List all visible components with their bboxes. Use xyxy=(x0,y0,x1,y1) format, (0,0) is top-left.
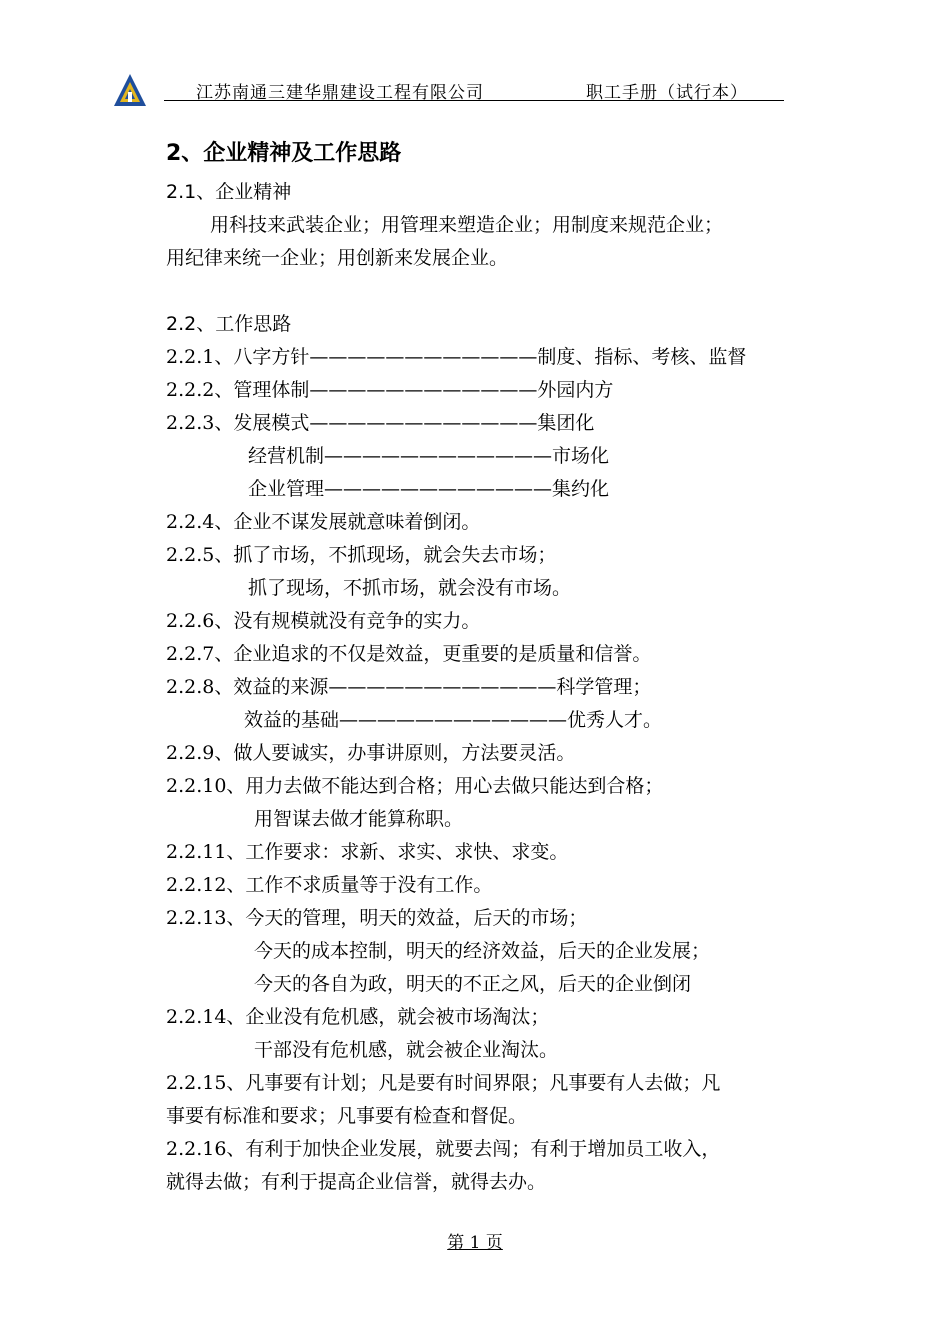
paragraph-line: 用科技来武装企业；用管理来塑造企业；用制度来规范企业； xyxy=(210,214,724,236)
list-item-continuation: 事要有标准和要求；凡事要有检查和督促。 xyxy=(166,1105,528,1127)
list-item: 2.2.13、今天的管理，明天的效益，后天的市场； xyxy=(166,907,588,929)
list-item-continuation: 今天的各自为政，明天的不正之风，后天的企业倒闭 xyxy=(254,973,692,995)
list-item-continuation: 效益的基础————————————优秀人才。 xyxy=(244,709,663,731)
work-principles-list xyxy=(166,341,790,1199)
list-item: 2.2.6、没有规模就没有竞争的实力。 xyxy=(166,610,481,632)
document-body xyxy=(166,136,790,1199)
header-rule xyxy=(164,100,784,101)
header-manual-title: 职工手册（试行本） xyxy=(586,83,748,103)
company-logo-icon xyxy=(112,72,148,108)
list-item-continuation: 抓了现场，不抓市场，就会没有市场。 xyxy=(248,577,572,599)
list-item-continuation: 就得去做；有利于提高企业信誉，就得去办。 xyxy=(166,1171,547,1193)
page-footer xyxy=(0,1228,950,1253)
subsection-title-2-2: 2.2、工作思路 xyxy=(166,313,292,335)
list-item: 2.2.10、用力去做不能达到合格；用心去做只能达到合格； xyxy=(166,775,664,797)
list-item-continuation: 经营机制————————————市场化 xyxy=(248,445,610,467)
subsection-title-2-1: 2.1、企业精神 xyxy=(166,181,292,203)
list-item-continuation: 企业管理————————————集约化 xyxy=(248,478,610,500)
list-item-continuation: 用智谋去做才能算称职。 xyxy=(254,808,464,830)
list-item: 2.2.1、八字方针————————————制度、指标、考核、监督 xyxy=(166,346,747,368)
list-item: 2.2.2、管理体制————————————外园内方 xyxy=(166,379,614,401)
list-item: 2.2.4、企业不谋发展就意味着倒闭。 xyxy=(166,511,481,533)
list-item: 2.2.15、凡事要有计划；凡是要有时间界限；凡事要有人去做；凡 xyxy=(166,1072,721,1094)
list-item-continuation: 今天的成本控制，明天的经济效益，后天的企业发展； xyxy=(254,940,711,962)
section-title: 2、企业精神及工作思路 xyxy=(166,141,402,166)
list-item: 2.2.11、工作要求：求新、求实、求快、求变。 xyxy=(166,841,569,863)
page-header xyxy=(112,70,784,102)
list-item: 2.2.14、企业没有危机感，就会被市场淘汰； xyxy=(166,1006,550,1028)
enterprise-spirit-paragraph xyxy=(166,209,790,275)
list-item: 2.2.16、有利于加快企业发展，就要去闯；有利于增加员工收入， xyxy=(166,1138,721,1160)
list-item: 2.2.9、做人要诚实，办事讲原则，方法要灵活。 xyxy=(166,742,576,764)
paragraph-line: 用纪律来统一企业；用创新来发展企业。 xyxy=(166,247,509,269)
header-company-name: 江苏南通三建华鼎建设工程有限公司 xyxy=(196,83,484,103)
page-number: 第 1 页 xyxy=(447,1233,503,1253)
list-item-continuation: 干部没有危机感，就会被企业淘汰。 xyxy=(254,1039,559,1061)
list-item: 2.2.8、效益的来源————————————科学管理； xyxy=(166,676,652,698)
list-item: 2.2.12、工作不求质量等于没有工作。 xyxy=(166,874,493,896)
list-item: 2.2.5、抓了市场，不抓现场，就会失去市场； xyxy=(166,544,557,566)
list-item: 2.2.3、发展模式————————————集团化 xyxy=(166,412,595,434)
list-item: 2.2.7、企业追求的不仅是效益，更重要的是质量和信誉。 xyxy=(166,643,652,665)
